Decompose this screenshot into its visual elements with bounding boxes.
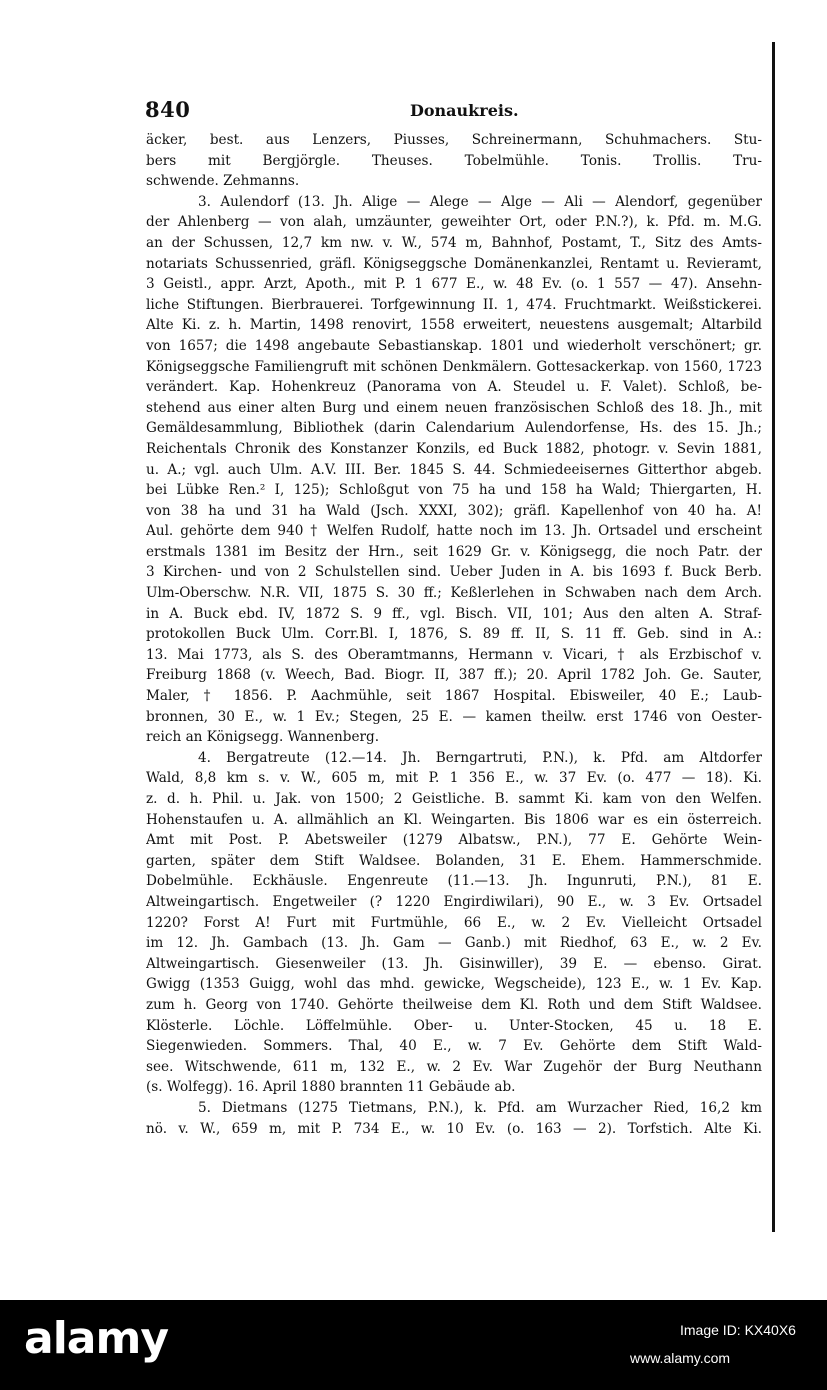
text-line: Dobelmühle. Eckhäusle. Engenreute (11.—13. Jh. Ingunruti, P.N.), 81 E. [146,873,762,890]
text-line: äcker, best. aus Lenzers, Piusses, Schreinermann, Schuhmachers. Stu- [146,132,762,148]
text-line: erstmals 1381 im Besitz der Hrn., seit 1629 Gr. v. Königsegg, die noch Patr. der [146,543,762,560]
text-line: Siegenwieden. Sommers. Thal, 40 E., w. 7 Ev. Gehörte dem Stift Wald- [146,1038,762,1055]
text-line: stehend aus einer alten Burg und einem neuen französischen Schloß des 18. Jh., mit [146,399,762,416]
text-line: Alte Ki. z. h. Martin, 1498 renovirt, 1558 erweitert, neuestens ausgemalt; Altarbild [146,317,762,334]
section-heading-line: 3. Aulendorf (13. Jh. Alige — Alege — Alge — Ali — Alendorf, gegenüber [198,193,762,210]
text-line: notariats Schussenried, gräfl. Königseggsche Domänenkanzlei, Rentamt u. Revieramt, [146,255,762,272]
text-line: 3 Kirchen- und von 2 Schulstellen sind. Ueber Juden in A. bis 1693 f. Buck Berb. [146,564,762,581]
text-line: (s. Wolfegg). 16. April 1880 brannten 11 Gebäude ab. [146,1079,516,1096]
text-line: Hohenstaufen u. A. allmählich an Kl. Weingarten. Bis 1806 war es ein österreich. [146,811,762,828]
text-line: 13. Mai 1773, als S. des Oberamtmanns, Hermann v. Vicari, † als Erzbischof v. [146,646,762,663]
text-line: Ulm-Oberschw. N.R. VII, 1875 S. 30 ff.; Keßlerlehen in Schwaben nach dem Arch. [146,585,762,602]
text-line: nö. v. W., 659 m, mit P. 734 E., w. 10 Ev. (o. 163 — 2). Torfstich. Alte Ki. [146,1120,762,1137]
section-heading-line: 5. Dietmans (1275 Tietmans, P.N.), k. Pfd. am Wurzacher Ried, 16,2 km [198,1099,762,1116]
text-line: der Ahlenberg — von alah, umzäunter, geweihter Ort, oder P.N.?), k. Pfd. m. M.G. [146,214,762,231]
text-line: Altweingartisch. Giesenweiler (13. Jh. Gisinwiller), 39 E. — ebenso. Girat. [146,955,762,972]
stock-url-label: www.alamy.com [630,1350,731,1366]
margin-rule [772,42,775,1232]
image-id-label: Image ID: KX40X6 [680,1322,796,1338]
text-line: 3 Geistl., appr. Arzt, Apoth., mit P. 1 677 E., w. 48 Ev. (o. 1 557 — 47). Ansehn- [146,276,762,293]
text-line: Reichentals Chronik des Konstanzer Konzils, ed Buck 1882, photogr. v. Sevin 1881, [146,440,762,457]
text-line: see. Witschwende, 611 m, 132 E., w. 2 Ev. War Zugehör der Burg Neuthann [146,1058,762,1075]
text-line: Aul. gehörte dem 940 † Welfen Rudolf, hatte noch im 13. Jh. Ortsadel und erscheint [146,523,762,540]
text-line: bers mit Bergjörgle. Theuses. Tobelmühle. Tonis. Trollis. Tru- [146,152,762,169]
alamy-logo: alamy [24,1313,168,1364]
text-line: Gwigg (1353 Guigg, wohl das mhd. gewicke, Wegscheide), 123 E., w. 1 Ev. Kap. [146,976,762,993]
text-line: Altweingartisch. Engetweiler (? 1220 Engirdiwilari), 90 E., w. 3 Ev. Ortsadel [146,893,762,910]
page-number: 840 [145,97,191,122]
text-line: an der Schussen, 12,7 km nw. v. W., 574 m, Bahnhof, Postamt, T., Sitz des Amts- [146,234,762,251]
text-line: verändert. Kap. Hohenkreuz (Panorama von A. Steudel u. F. Valet). Schloß, be- [146,379,762,396]
text-line: Maler, † 1856. P. Aachmühle, seit 1867 Hospital. Ebisweiler, 40 E.; Laub- [146,688,762,705]
text-line: von 1657; die 1498 angebaute Sebastianskap. 1801 und wiederholt verschönert; gr. [146,337,762,354]
running-head: Donaukreis. [410,101,519,120]
text-line: Amt mit Post. P. Abetsweiler (1279 Albatsw., P.N.), 77 E. Gehörte Wein- [146,832,762,849]
text-line: bei Lübke Ren.² I, 125); Schloßgut von 75 ha und 158 ha Wald; Thiergarten, H. [146,482,762,499]
text-line: zum h. Georg von 1740. Gehörte theilweise dem Kl. Roth und dem Stift Waldsee. [146,996,762,1013]
text-line: von 38 ha und 31 ha Wald (Jsch. XXXI, 302); gräfl. Kapellenhof von 40 ha. A! [146,502,762,519]
text-line: Freiburg 1868 (v. Weech, Bad. Biogr. II, 387 ff.); 20. April 1782 Joh. Ge. Sauter, [146,667,762,684]
text-line: reich an Königsegg. Wannenberg. [146,729,380,746]
text-line: liche Stiftungen. Bierbrauerei. Torfgewinnung II. 1, 474. Fruchtmarkt. Weißstickerei. [146,296,762,313]
text-line: z. d. h. Phil. u. Jak. von 1500; 2 Geistliche. B. sammt Ki. kam von den Welfen. [146,791,762,807]
text-line: in A. Buck ebd. IV, 1872 S. 9 ff., vgl. Bisch. VII, 101; Aus den alten A. Straf- [146,605,762,622]
text-line: schwende. Zehmanns. [146,173,300,190]
text-line: garten, später dem Stift Waldsee. Bolanden, 31 E. Ehem. Hammerschmide. [146,852,762,869]
text-line: Königseggsche Familiengruft mit schönen Denkmälern. Gottesackerkap. von 1560, 1723 [146,358,762,375]
text-line: Wald, 8,8 km s. v. W., 605 m, mit P. 1 356 E., w. 37 Ev. (o. 477 — 18). Ki. [146,770,762,787]
text-body [146,130,762,1139]
text-line: u. A.; vgl. auch Ulm. A.V. III. Ber. 1845 S. 44. Schmiedeeisernes Gitterthor abgeb. [146,461,762,478]
text-line: im 12. Jh. Gambach (13. Jh. Gam — Ganb.) mit Riedhof, 63 E., w. 2 Ev. [146,935,762,952]
text-line: Klösterle. Löchle. Löffelmühle. Ober- u. Unter-Stocken, 45 u. 18 E. [146,1017,762,1034]
text-line: Gemäldesammlung, Bibliothek (darin Calendarium Aulendorfense, Hs. des 15. Jh.; [146,420,762,437]
text-line: 1220? Forst A! Furt mit Furtmühle, 66 E., w. 2 Ev. Vielleicht Ortsadel [146,914,762,931]
text-line: protokollen Buck Ulm. Corr.Bl. I, 1876, S. 89 ff. II, S. 11 ff. Geb. sind in A.: [146,626,762,643]
section-heading-line: 4. Bergatreute (12.—14. Jh. Berngartruti, P.N.), k. Pfd. am Altdorfer [198,749,762,766]
text-line: bronnen, 30 E., w. 1 Ev.; Stegen, 25 E. — kamen theilw. erst 1746 von Oester- [146,708,762,725]
